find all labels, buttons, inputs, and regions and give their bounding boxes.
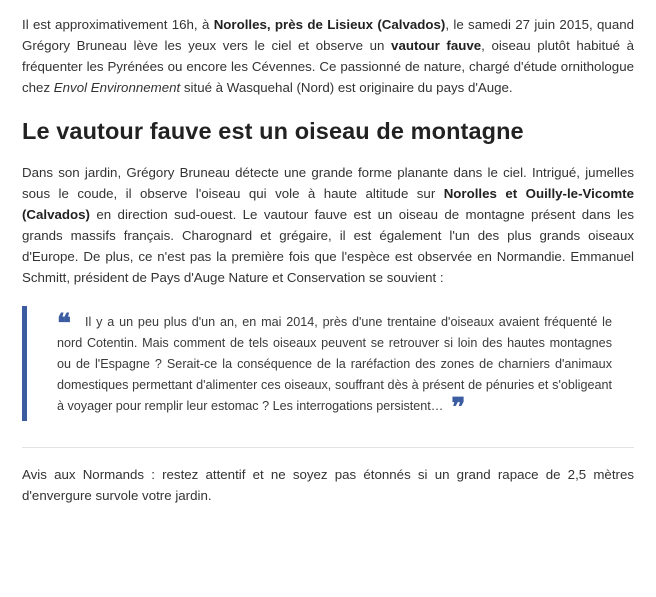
body-text-part2: en direction sud-ouest. Le vautour fauve est un oiseau de montagne présent dans les grands massifs français. Charognard et grégaire, il est également l'un des plus grands oiseaux d'Europe. De plus, ce n'est pas la première fois que l'espèce est observée en Normandie. Emmanuel Schmitt, président de Pays d'Auge Nature et Conservation se souvient : bbox=[22, 207, 634, 285]
intro-organization-italic: Envol Environnement bbox=[53, 80, 181, 95]
section-heading: Le vautour fauve est un oiseau de montagne bbox=[22, 118, 524, 144]
intro-text-part3: , oiseau plutôt habitué à fréquenter les Pyrénées ou encore les Cévennes. Ce passionné de nature, chargé d'étude ornithologue chez bbox=[22, 38, 634, 95]
closing-paragraph: Avis aux Normands : restez attentif et ne soyez pas étonnés si un grand rapace de 2,5 mètres d'envergure survole votre jardin. bbox=[22, 467, 634, 503]
intro-paragraph bbox=[22, 14, 634, 98]
quote-text: Il y a un peu plus d'un an, en mai 2014, près d'une trentaine d'oiseaux avaient fréquenté le nord Cotentin. Mais comment de tels oiseaux peuvent se retrouver si loin des hautes montagnes ou de l'Espagne ? Serait-ce la conséquence de la raréfaction des zones de charniers d'animaux domestiques permettant d'alimenter ces oiseaux, souffrant dès à présent de pénuries et s'obligeant à voyager pour remplir leur estomac ? Les interrogations persistent… bbox=[57, 315, 612, 413]
body-text-part1: Dans son jardin, Grégory Bruneau détecte une grande forme planante dans le ciel. Intrigué, jumelles sous le coude, il observe l'oiseau qui vole à haute altitude sur bbox=[22, 165, 634, 201]
body-paragraph bbox=[22, 162, 634, 288]
body-locations-bold: Norolles et Ouilly-le-Vicomte (Calvados) bbox=[22, 186, 634, 222]
intro-text-part1: Il est approximativement 16h, à bbox=[22, 17, 214, 32]
intro-location-bold: Norolles, près de Lisieux (Calvados) bbox=[213, 17, 446, 32]
intro-species-bold: vautour fauve bbox=[391, 38, 482, 53]
quote-content: ❝ Il y a un peu plus d'un an, en mai 2014, près d'une trentaine d'oiseaux avaient fréquenté le nord Cotentin. Mais comment de tels oiseaux peuvent se retrouver si loin des hautes montagnes ou de l'Espagne ? Serait-ce la conséquence de la raréfaction des zones de charniers d'animaux domestiques permettant d'alimenter ces oiseaux, souffrant dès à présent de pénuries et s'obligeant à voyager pour remplir leur estomac ? Les interrogations persistent… ❞ bbox=[57, 309, 612, 422]
intro-text-part4: situé à Wasquehal (Nord) est originaire du pays d'Auge. bbox=[180, 80, 513, 95]
section-divider bbox=[22, 447, 634, 448]
pull-quote bbox=[22, 306, 634, 421]
intro-text-part2: , le samedi 27 juin 2015, quand Grégory Bruneau lève les yeux vers le ciel et observe un bbox=[22, 17, 635, 53]
